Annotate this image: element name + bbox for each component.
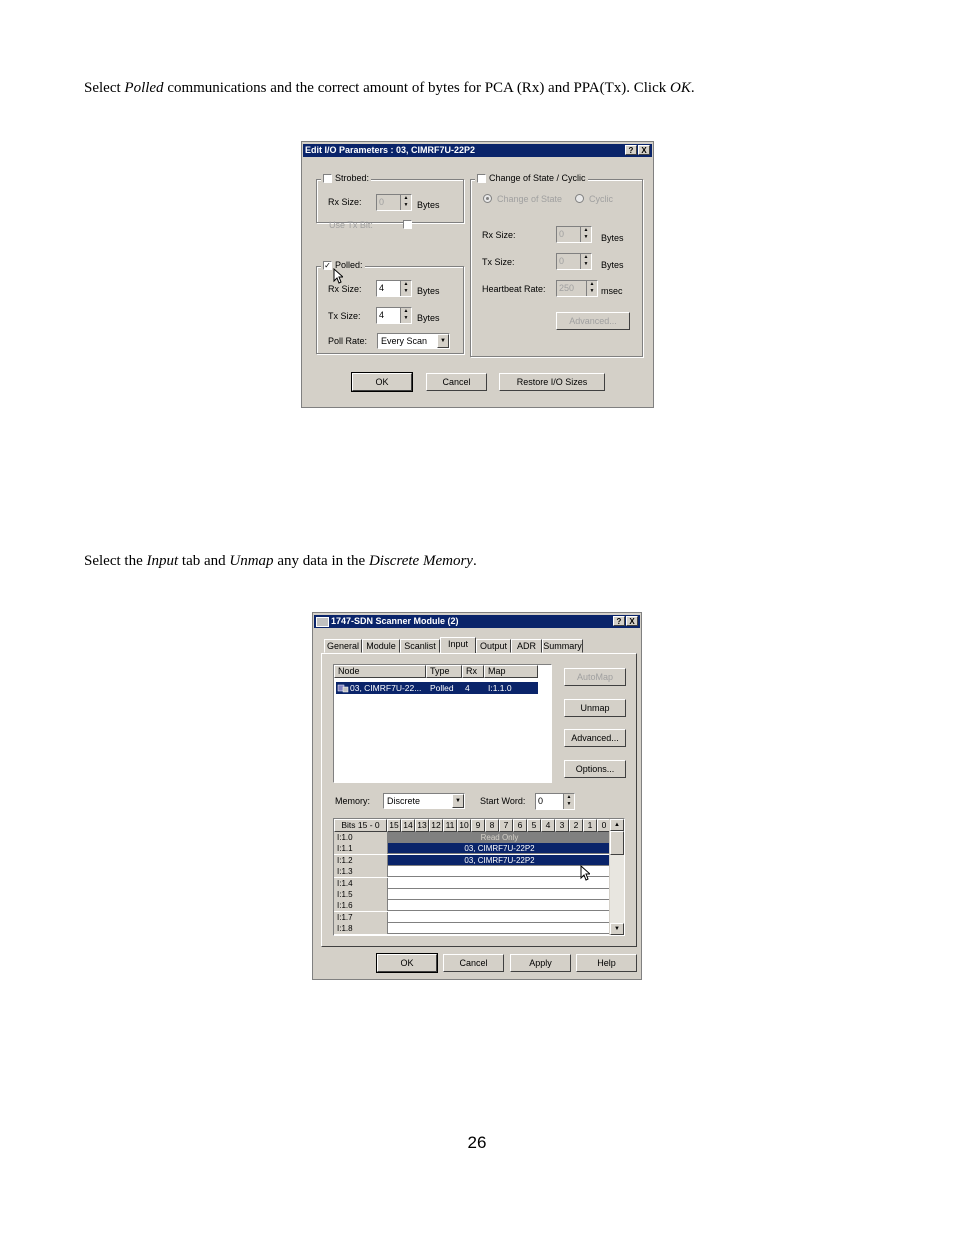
table-row[interactable]	[334, 843, 611, 854]
row-label: I:1.5	[334, 889, 388, 900]
spinner-arrows-icon[interactable]: ▲ ▼	[563, 794, 574, 809]
row-value	[388, 912, 611, 922]
cos-option-label: Change of State	[497, 194, 563, 204]
strobed-rx-size-label: Rx Size:	[328, 197, 362, 207]
spinner-value: 0	[559, 256, 565, 266]
cos-group-title	[475, 173, 588, 183]
table-row[interactable]	[334, 866, 611, 877]
bytes-label: Bytes	[417, 200, 440, 210]
row-label: I:1.6	[334, 900, 388, 911]
scanner-module-dialog	[312, 612, 642, 980]
row-node: 03, CIMRF7U-22...	[350, 683, 422, 693]
start-word-label: Start Word:	[480, 796, 526, 806]
column-header-type[interactable]: Type	[426, 665, 462, 678]
para-text: Select the	[84, 553, 147, 569]
ok-button[interactable]: OK	[377, 954, 437, 972]
msec-label: msec	[601, 286, 623, 296]
dialog-titlebar	[314, 615, 640, 628]
spinner-value: 0	[559, 229, 565, 239]
vertical-scrollbar[interactable]	[609, 819, 624, 935]
row-value	[388, 923, 611, 933]
bit-header: 5	[527, 819, 541, 832]
para-text: tab and	[178, 553, 230, 569]
strobed-group-title	[321, 173, 371, 183]
cos-label: Change of State / Cyclic	[489, 173, 586, 183]
row-map: I:1.1.0	[488, 683, 512, 693]
spinner-value: 4	[379, 310, 385, 320]
device-icon	[337, 683, 349, 693]
row-label: I:1.1	[334, 843, 388, 854]
row-rx: 4	[465, 683, 470, 693]
spinner-arrows-icon[interactable]: ▲ ▼	[400, 195, 411, 210]
bit-header: 0	[597, 819, 611, 832]
table-row[interactable]	[334, 900, 611, 911]
spinner-arrows-icon[interactable]: ▲ ▼	[400, 308, 411, 323]
para-text: any data in the	[273, 553, 369, 569]
row-label: I:1.7	[334, 912, 388, 923]
poll-rate-value: Every Scan	[381, 336, 428, 346]
scroll-up-icon[interactable]: ▲	[610, 819, 624, 831]
bytes-label: Bytes	[601, 233, 624, 243]
bit-header: 14	[401, 819, 415, 832]
table-row[interactable]	[334, 878, 611, 889]
spinner-arrows-icon[interactable]: ▲ ▼	[586, 281, 597, 296]
row-type: Polled	[430, 683, 454, 693]
bit-header: 11	[443, 819, 457, 832]
mouse-pointer-icon	[333, 268, 343, 284]
start-word-spinner[interactable]	[535, 793, 575, 810]
row-label: I:1.3	[334, 866, 388, 877]
close-icon[interactable]: X	[638, 145, 650, 155]
spinner-arrows-icon[interactable]: ▲ ▼	[580, 254, 591, 269]
tab-scanlist[interactable]: Scanlist	[400, 639, 440, 653]
para-italic: Discrete Memory	[368, 553, 473, 569]
instruction-paragraph-2	[84, 553, 477, 570]
advanced-button[interactable]: Advanced...	[564, 729, 626, 747]
mouse-pointer-icon	[580, 865, 590, 881]
spinner-value: 250	[559, 283, 575, 293]
row-value: 03, CIMRF7U-22P2	[388, 843, 611, 853]
spinner-arrows-icon[interactable]: ▲ ▼	[580, 227, 591, 242]
para-italic: OK	[670, 80, 691, 96]
poll-rate-dropdown[interactable]	[377, 333, 450, 349]
row-value	[388, 866, 611, 876]
row-value: Read Only	[388, 832, 611, 842]
para-italic: Polled	[124, 80, 164, 96]
para-text: Select	[84, 80, 125, 96]
column-header-node[interactable]: Node	[334, 665, 426, 678]
bytes-label: Bytes	[601, 260, 624, 270]
row-value: 03, CIMRF7U-22P2	[388, 855, 611, 865]
edit-io-parameters-dialog	[301, 141, 654, 408]
row-label: I:1.0	[334, 832, 388, 843]
spinner-value: 0	[538, 796, 544, 806]
bit-header: 7	[499, 819, 513, 832]
para-text: .	[690, 80, 695, 96]
scroll-thumb[interactable]	[610, 831, 624, 855]
table-row[interactable]	[334, 832, 611, 843]
cos-tx-size-label: Tx Size:	[482, 257, 515, 267]
bytes-label: Bytes	[417, 286, 440, 296]
chevron-down-icon[interactable]: ▼	[437, 334, 449, 348]
column-header-map[interactable]: Map	[484, 665, 538, 678]
para-italic: Unmap	[229, 553, 274, 569]
tab-output[interactable]: Output	[476, 639, 511, 653]
cyclic-radio[interactable]	[575, 194, 584, 203]
bit-header: 8	[485, 819, 499, 832]
chevron-down-icon[interactable]: ▼	[452, 794, 464, 808]
poll-rate-label: Poll Rate:	[328, 336, 368, 346]
cos-rx-size-spinner[interactable]	[556, 226, 592, 243]
help-button[interactable]: Help	[576, 954, 637, 972]
table-row[interactable]	[334, 912, 611, 923]
strobed-label: Strobed:	[335, 173, 370, 183]
dialog-title: Edit I/O Parameters : 03, CIMRF7U-22P2	[305, 145, 476, 155]
bit-header: 9	[471, 819, 485, 832]
column-header-rx[interactable]: Rx	[462, 665, 484, 678]
options-button[interactable]: Options...	[564, 760, 626, 778]
table-row[interactable]	[334, 923, 611, 934]
cyclic-option-label: Cyclic	[589, 194, 613, 204]
row-value	[388, 889, 611, 899]
tab-general[interactable]: General	[324, 639, 362, 653]
row-label: I:1.4	[334, 878, 388, 889]
para-italic: Input	[146, 553, 179, 569]
cos-rx-size-label: Rx Size:	[482, 230, 516, 240]
heartbeat-rate-spinner[interactable]	[556, 280, 598, 297]
cancel-button[interactable]: Cancel	[426, 373, 487, 391]
page-number: 26	[467, 1133, 487, 1152]
bit-header: 2	[569, 819, 583, 832]
memory-dropdown[interactable]	[383, 793, 465, 809]
polled-rx-size-spinner[interactable]	[376, 280, 412, 297]
ok-button[interactable]: OK	[352, 373, 412, 391]
table-row[interactable]	[334, 855, 611, 866]
polled-tx-size-spinner[interactable]	[376, 307, 412, 324]
bit-header: 13	[415, 819, 429, 832]
unmap-button[interactable]: Unmap	[564, 699, 626, 717]
polled-label: Polled:	[335, 260, 363, 270]
bit-header: 6	[513, 819, 527, 832]
row-label: I:1.8	[334, 923, 388, 934]
apply-button[interactable]: Apply	[510, 954, 571, 972]
dialog-titlebar	[303, 144, 652, 157]
use-tx-bit-label: Use Tx Bit:	[329, 220, 373, 230]
memory-value: Discrete	[387, 796, 421, 806]
memory-label: Memory:	[335, 796, 371, 806]
bit-header: 1	[583, 819, 597, 832]
restore-io-sizes-button[interactable]: Restore I/O Sizes	[499, 373, 605, 391]
table-row[interactable]	[336, 682, 538, 694]
close-icon[interactable]: X	[626, 616, 638, 626]
heartbeat-rate-label: Heartbeat Rate:	[482, 284, 546, 294]
polled-checkbox[interactable]: ✓	[324, 260, 331, 270]
tab-adr[interactable]: ADR	[511, 639, 542, 653]
spinner-arrows-icon[interactable]: ▲ ▼	[400, 281, 411, 296]
help-icon[interactable]: ?	[613, 616, 625, 626]
cancel-button[interactable]: Cancel	[443, 954, 504, 972]
dialog-title: 1747-SDN Scanner Module (2)	[331, 616, 459, 626]
row-value	[388, 900, 611, 910]
use-tx-bit-checkbox[interactable]	[403, 220, 412, 229]
row-value	[388, 878, 611, 888]
bit-header: 4	[541, 819, 555, 832]
bit-header: 3	[555, 819, 569, 832]
cos-radio[interactable]	[483, 194, 492, 203]
automap-button[interactable]: AutoMap	[564, 668, 626, 686]
para-text: .	[472, 553, 477, 569]
strobed-checkbox[interactable]	[323, 174, 332, 183]
scroll-down-icon[interactable]: ▼	[610, 923, 624, 935]
strobed-rx-size-spinner[interactable]	[376, 194, 412, 211]
table-row[interactable]	[334, 889, 611, 900]
tab-module[interactable]: Module	[362, 639, 400, 653]
bit-header: 15	[387, 819, 401, 832]
bit-header: 12	[429, 819, 443, 832]
bits-header: Bits 15 - 0	[334, 819, 387, 832]
tab-summary[interactable]: Summary	[543, 641, 582, 651]
row-label: I:1.2	[334, 855, 388, 866]
instruction-paragraph-1	[84, 80, 695, 97]
para-text: communications and the correct amount of bytes for PCA (Rx) and PPA(Tx). Click	[163, 80, 671, 96]
spinner-value: 0	[379, 197, 385, 207]
bit-header: 10	[457, 819, 471, 832]
cos-checkbox[interactable]	[477, 174, 486, 183]
help-icon[interactable]: ?	[625, 145, 637, 155]
app-icon	[316, 617, 329, 627]
polled-tx-size-label: Tx Size:	[328, 311, 361, 321]
node-list[interactable]	[333, 664, 552, 783]
polled-rx-size-label: Rx Size:	[328, 284, 362, 294]
tab-input[interactable]: Input	[440, 637, 476, 654]
bytes-label: Bytes	[417, 313, 440, 323]
bit-map-grid[interactable]	[333, 818, 625, 936]
advanced-button[interactable]: Advanced...	[556, 312, 630, 330]
cos-tx-size-spinner[interactable]	[556, 253, 592, 270]
spinner-value: 4	[379, 283, 385, 293]
